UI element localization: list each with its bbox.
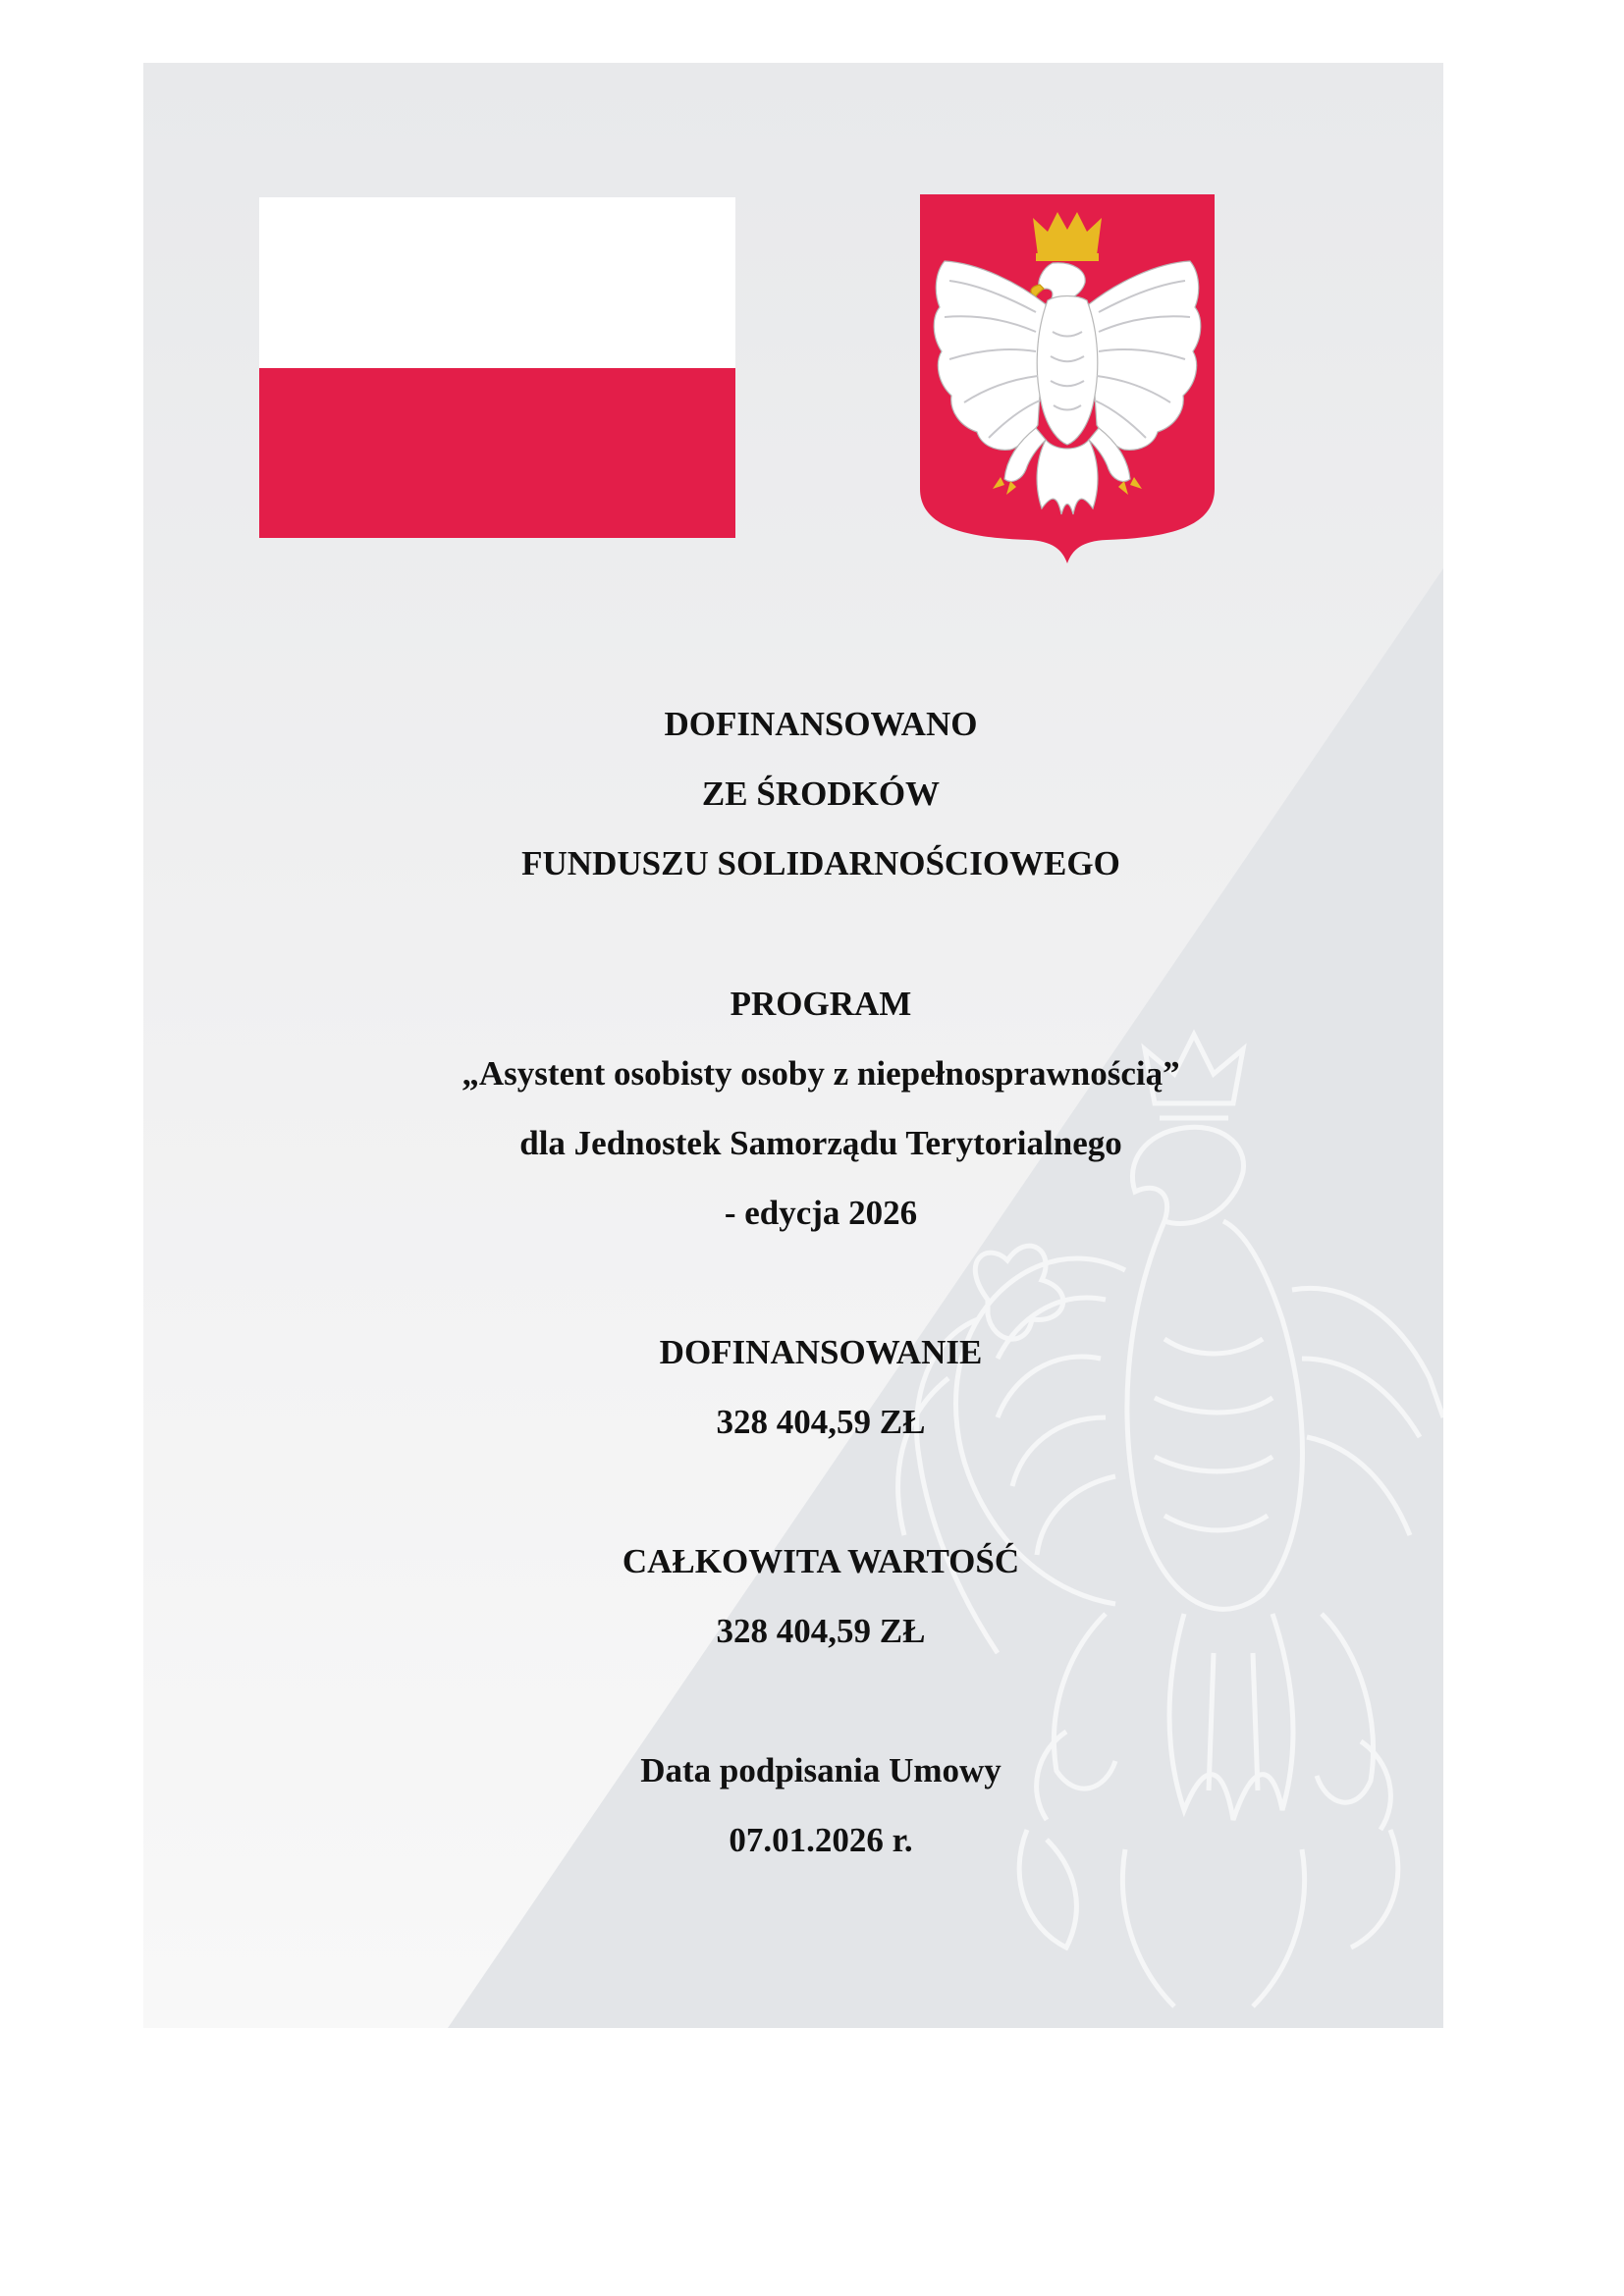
program-name: „Asystent osobisty osoby z niepełnosprawnością” <box>461 1054 1180 1093</box>
polish-flag-icon <box>259 197 735 538</box>
coat-of-arms-icon <box>920 194 1215 563</box>
flag-white-stripe <box>259 197 735 368</box>
flag-red-stripe <box>259 368 735 539</box>
total-value-block <box>143 1526 1498 1666</box>
agreement-label: Data podpisania Umowy <box>640 1751 1001 1789</box>
total-amount: 328 404,59 ZŁ <box>716 1612 926 1650</box>
program-block <box>143 969 1498 1248</box>
agreement-date: 07.01.2026 r. <box>729 1821 913 1859</box>
heading-line-3: FUNDUSZU SOLIDARNOŚCIOWEGO <box>521 844 1120 882</box>
heading-line-1: DOFINANSOWANO <box>664 705 978 743</box>
agreement-block <box>143 1735 1498 1875</box>
funding-amount: 328 404,59 ZŁ <box>716 1403 926 1441</box>
program-edition: - edycja 2026 <box>724 1194 918 1232</box>
heading-line-2: ZE ŚRODKÓW <box>701 774 941 813</box>
program-target: dla Jednostek Samorządu Terytorialnego <box>519 1124 1122 1162</box>
funding-label: DOFINANSOWANIE <box>659 1333 983 1371</box>
program-label: PROGRAM <box>730 985 912 1023</box>
total-label: CAŁKOWITA WARTOŚĆ <box>622 1542 1020 1580</box>
funding-block <box>143 1317 1498 1457</box>
heading-block <box>143 689 1498 898</box>
